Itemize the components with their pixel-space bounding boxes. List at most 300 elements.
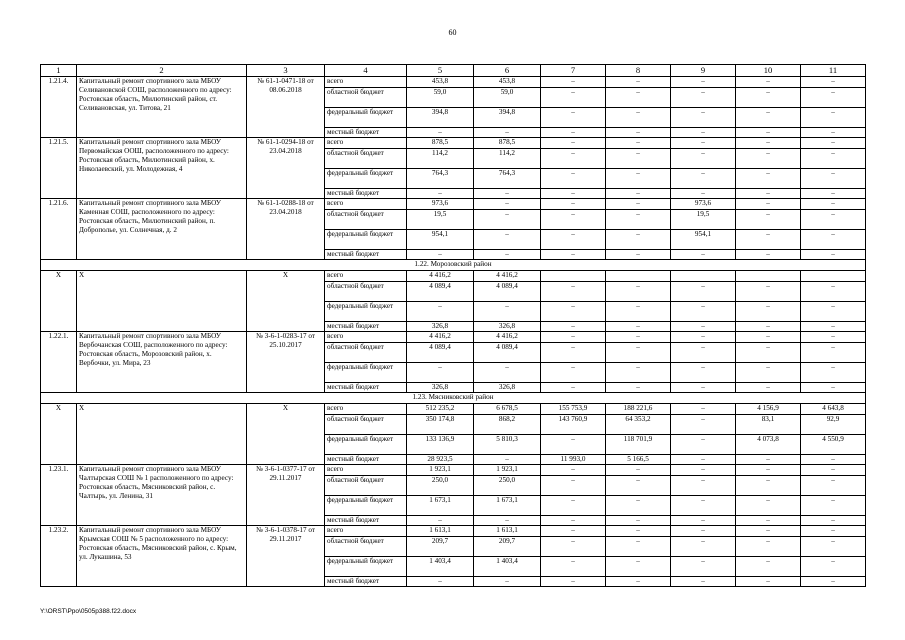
value-cell: – xyxy=(801,230,866,250)
value-cell: – xyxy=(671,77,736,88)
object-description: Капитальный ремонт спортивного зала МБОУ Крымская СОШ № 5 расположенного по адресу: Ростовская область, Мясниковский район, с. Крым, ул. Лукашина, 53 xyxy=(77,526,247,587)
object-description: Капитальный ремонт спортивного зала МБОУ Вербочанская СОШ, расположенного по адресу: Ростовская область, Морозовский район, х. Вербочки, ул. Мира, 23 xyxy=(77,332,247,393)
value-cell: – xyxy=(474,516,541,526)
value-cell: 1 673,1 xyxy=(407,496,474,516)
value-cell: – xyxy=(736,108,801,128)
value-cell: – xyxy=(736,230,801,250)
value-cell: – xyxy=(541,516,606,526)
value-cell: 4 089,4 xyxy=(407,343,474,363)
value-cell: – xyxy=(474,210,541,230)
col-header: 9 xyxy=(671,65,736,77)
value-cell: 326,8 xyxy=(474,322,541,332)
value-cell: – xyxy=(606,149,671,169)
value-cell: 188 221,6 xyxy=(606,404,671,415)
value-cell: – xyxy=(606,138,671,149)
value-cell: – xyxy=(671,128,736,138)
col-header: 8 xyxy=(606,65,671,77)
table-row xyxy=(41,138,866,149)
funding-source-label: областной бюджет xyxy=(325,537,407,557)
value-cell: – xyxy=(606,128,671,138)
value-cell: – xyxy=(606,557,671,577)
value-cell: – xyxy=(801,302,866,322)
funding-source-label: федеральный бюджет xyxy=(325,435,407,455)
col-header: 4 xyxy=(325,65,407,77)
value-cell: – xyxy=(407,363,474,383)
table-row xyxy=(41,77,866,88)
value-cell: – xyxy=(801,363,866,383)
value-cell: 19,5 xyxy=(407,210,474,230)
value-cell: 1 613,1 xyxy=(474,526,541,537)
value-cell: 326,8 xyxy=(407,322,474,332)
value-cell: 1 403,4 xyxy=(474,557,541,577)
value-cell: – xyxy=(474,230,541,250)
value-cell: – xyxy=(407,250,474,260)
value-cell: – xyxy=(671,537,736,557)
value-cell: – xyxy=(541,108,606,128)
funding-source-label: областной бюджет xyxy=(325,210,407,230)
file-path-footer: Y:\ORST\Ppo\0505p388.f22.docx xyxy=(40,608,137,615)
value-cell: – xyxy=(541,322,606,332)
funding-source-label: местный бюджет xyxy=(325,250,407,260)
value-cell: – xyxy=(606,302,671,322)
table-row xyxy=(41,271,866,282)
value-cell: – xyxy=(541,465,606,476)
section-row xyxy=(41,260,866,271)
funding-source-label: всего xyxy=(325,138,407,149)
value-cell: – xyxy=(736,210,801,230)
funding-source-label: всего xyxy=(325,332,407,343)
value-cell: – xyxy=(606,363,671,383)
value-cell: 1 673,1 xyxy=(474,496,541,516)
value-cell: – xyxy=(801,199,866,210)
value-cell: – xyxy=(541,210,606,230)
funding-source-label: всего xyxy=(325,77,407,88)
funding-source-label: местный бюджет xyxy=(325,322,407,332)
value-cell: – xyxy=(801,557,866,577)
value-cell: – xyxy=(801,332,866,343)
value-cell: – xyxy=(541,557,606,577)
value-cell: – xyxy=(541,169,606,189)
value-cell: 114,2 xyxy=(474,149,541,169)
table-row xyxy=(41,526,866,537)
expertise-document: № 61-1-0471-18 от 08.06.2018 xyxy=(247,77,325,138)
value-cell: 1 613,1 xyxy=(407,526,474,537)
value-cell: – xyxy=(736,465,801,476)
section-title: 1.22. Морозовский район xyxy=(41,260,866,271)
value-cell: – xyxy=(541,526,606,537)
funding-source-label: всего xyxy=(325,526,407,537)
value-cell: – xyxy=(606,282,671,302)
value-cell: 250,0 xyxy=(407,476,474,496)
funding-source-label: местный бюджет xyxy=(325,577,407,587)
value-cell: – xyxy=(606,577,671,587)
value-cell: – xyxy=(541,537,606,557)
object-description: Капитальный ремонт спортивного зала МБОУ Первомайская ООШ, расположенного по адресу: Ростовская область, Милютинский район, х. Николаевский, ул. Молодежная, 4 xyxy=(77,138,247,199)
funding-source-label: федеральный бюджет xyxy=(325,363,407,383)
value-cell: – xyxy=(541,77,606,88)
value-cell: – xyxy=(736,138,801,149)
object-description: X xyxy=(77,404,247,465)
value-cell: – xyxy=(801,138,866,149)
value-cell: – xyxy=(801,476,866,496)
value-cell: – xyxy=(671,455,736,465)
value-cell: – xyxy=(801,88,866,108)
value-cell: – xyxy=(801,465,866,476)
value-cell: – xyxy=(801,526,866,537)
expertise-document: № 3-6-1-0377-17 от 29.11.2017 xyxy=(247,465,325,526)
value-cell: – xyxy=(541,343,606,363)
funding-source-label: федеральный бюджет xyxy=(325,169,407,189)
value-cell: – xyxy=(541,383,606,393)
value-cell: 114,2 xyxy=(407,149,474,169)
value-cell: – xyxy=(671,526,736,537)
value-cell: – xyxy=(801,537,866,557)
value-cell: – xyxy=(801,108,866,128)
value-cell: 250,0 xyxy=(474,476,541,496)
funding-source-label: всего xyxy=(325,404,407,415)
object-description: X xyxy=(77,271,247,332)
value-cell: – xyxy=(541,138,606,149)
value-cell: 4 416,2 xyxy=(474,271,541,282)
value-cell: 453,8 xyxy=(407,77,474,88)
value-cell: – xyxy=(736,302,801,322)
value-cell: 209,7 xyxy=(407,537,474,557)
value-cell: 764,3 xyxy=(474,169,541,189)
value-cell: – xyxy=(736,128,801,138)
value-cell: – xyxy=(606,169,671,189)
value-cell: – xyxy=(801,189,866,199)
value-cell: – xyxy=(541,230,606,250)
value-cell: – xyxy=(736,455,801,465)
value-cell: – xyxy=(541,128,606,138)
value-cell: – xyxy=(474,363,541,383)
value-cell: – xyxy=(801,149,866,169)
value-cell: – xyxy=(801,516,866,526)
value-cell: – xyxy=(541,476,606,496)
funding-source-label: областной бюджет xyxy=(325,88,407,108)
row-number: 1.21.4. xyxy=(41,77,77,138)
value-cell: – xyxy=(801,496,866,516)
value-cell: – xyxy=(736,322,801,332)
value-cell: – xyxy=(671,189,736,199)
table-row xyxy=(41,404,866,415)
funding-source-label: местный бюджет xyxy=(325,189,407,199)
value-cell: – xyxy=(736,363,801,383)
value-cell: 954,1 xyxy=(671,230,736,250)
value-cell: 6 678,5 xyxy=(474,404,541,415)
value-cell: – xyxy=(606,77,671,88)
value-cell: – xyxy=(606,210,671,230)
value-cell: 4 550,9 xyxy=(801,435,866,455)
value-cell: – xyxy=(474,302,541,322)
funding-source-label: областной бюджет xyxy=(325,476,407,496)
value-cell: – xyxy=(671,149,736,169)
value-cell: – xyxy=(736,199,801,210)
value-cell: – xyxy=(407,516,474,526)
value-cell: 4 073,8 xyxy=(736,435,801,455)
funding-source-label: федеральный бюджет xyxy=(325,557,407,577)
value-cell: – xyxy=(736,282,801,302)
value-cell: – xyxy=(736,149,801,169)
funding-source-label: местный бюджет xyxy=(325,383,407,393)
value-cell: – xyxy=(671,138,736,149)
value-cell: – xyxy=(736,476,801,496)
value-cell: – xyxy=(541,189,606,199)
value-cell: – xyxy=(736,383,801,393)
value-cell: – xyxy=(801,383,866,393)
value-cell: – xyxy=(736,496,801,516)
value-cell: 954,1 xyxy=(407,230,474,250)
value-cell: 764,3 xyxy=(407,169,474,189)
value-cell: 28 923,5 xyxy=(407,455,474,465)
col-header: 2 xyxy=(77,65,247,77)
page-number: 60 xyxy=(448,28,457,37)
value-cell: – xyxy=(801,455,866,465)
value-cell: – xyxy=(541,88,606,108)
table-row xyxy=(41,332,866,343)
value-cell: – xyxy=(541,282,606,302)
value-cell: – xyxy=(606,108,671,128)
value-cell: – xyxy=(736,189,801,199)
header-row xyxy=(41,65,866,77)
value-cell: – xyxy=(606,526,671,537)
row-number: 1.23.2. xyxy=(41,526,77,587)
col-header: 6 xyxy=(474,65,541,77)
value-cell: – xyxy=(671,322,736,332)
value-cell: – xyxy=(606,537,671,557)
value-cell: – xyxy=(671,404,736,415)
value-cell: – xyxy=(736,169,801,189)
value-cell: – xyxy=(407,128,474,138)
value-cell: – xyxy=(736,343,801,363)
funding-source-label: областной бюджет xyxy=(325,149,407,169)
funding-source-label: всего xyxy=(325,271,407,282)
value-cell: – xyxy=(671,383,736,393)
funding-source-label: федеральный бюджет xyxy=(325,496,407,516)
row-number: 1.22.1. xyxy=(41,332,77,393)
table-row xyxy=(41,465,866,476)
value-cell: – xyxy=(736,332,801,343)
value-cell xyxy=(606,271,671,282)
col-header: 5 xyxy=(407,65,474,77)
value-cell: – xyxy=(606,230,671,250)
row-number: X xyxy=(41,271,77,332)
funding-source-label: федеральный бюджет xyxy=(325,108,407,128)
expertise-document: № 3-6-1-0283-17 от 25.10.2017 xyxy=(247,332,325,393)
value-cell xyxy=(801,271,866,282)
section-title: 1.23. Мясниковский район xyxy=(41,393,866,404)
value-cell: – xyxy=(736,577,801,587)
object-description: Капитальный ремонт спортивного зала МБОУ Селивановской СОШ, расположенного по адресу: Ростовская область, Милютинский район, ст. Селивановская, ул. Титова, 21 xyxy=(77,77,247,138)
value-cell: – xyxy=(671,435,736,455)
value-cell: – xyxy=(606,476,671,496)
value-cell: – xyxy=(736,537,801,557)
row-number: 1.21.5. xyxy=(41,138,77,199)
value-cell: 326,8 xyxy=(474,383,541,393)
value-cell: – xyxy=(801,169,866,189)
value-cell: – xyxy=(606,383,671,393)
value-cell: 59,0 xyxy=(407,88,474,108)
col-header: 11 xyxy=(801,65,866,77)
value-cell: – xyxy=(801,322,866,332)
value-cell xyxy=(541,271,606,282)
value-cell: 92,9 xyxy=(801,415,866,435)
value-cell: – xyxy=(671,577,736,587)
value-cell: – xyxy=(606,250,671,260)
value-cell: – xyxy=(606,465,671,476)
value-cell: – xyxy=(671,363,736,383)
object-description: Капитальный ремонт спортивного зала МБОУ Каменная СОШ, расположенного по адресу: Ростовская область, Милютинский район, п. Доброполье, ул. Солнечная, д. 2 xyxy=(77,199,247,260)
value-cell: 59,0 xyxy=(474,88,541,108)
value-cell: – xyxy=(606,199,671,210)
value-cell: 64 353,2 xyxy=(606,415,671,435)
expertise-document: № 3-6-1-0378-17 от 29.11.2017 xyxy=(247,526,325,587)
value-cell: – xyxy=(671,169,736,189)
value-cell: 4 156,9 xyxy=(736,404,801,415)
value-cell: – xyxy=(474,199,541,210)
value-cell: – xyxy=(801,210,866,230)
value-cell: 1 403,4 xyxy=(407,557,474,577)
expertise-document: X xyxy=(247,271,325,332)
funding-source-label: местный бюджет xyxy=(325,455,407,465)
row-number: X xyxy=(41,404,77,465)
value-cell: – xyxy=(407,577,474,587)
col-header: 3 xyxy=(247,65,325,77)
value-cell: 394,8 xyxy=(474,108,541,128)
value-cell: – xyxy=(671,302,736,322)
value-cell: 973,6 xyxy=(671,199,736,210)
value-cell: – xyxy=(736,250,801,260)
value-cell: 11 993,0 xyxy=(541,455,606,465)
value-cell: – xyxy=(541,302,606,322)
value-cell: – xyxy=(671,282,736,302)
value-cell: 350 174,8 xyxy=(407,415,474,435)
value-cell: 209,7 xyxy=(474,537,541,557)
value-cell: 878,5 xyxy=(407,138,474,149)
funding-source-label: областной бюджет xyxy=(325,343,407,363)
value-cell: – xyxy=(671,250,736,260)
value-cell: – xyxy=(541,363,606,383)
value-cell: – xyxy=(606,322,671,332)
value-cell: 512 235,2 xyxy=(407,404,474,415)
value-cell: – xyxy=(671,88,736,108)
value-cell: – xyxy=(541,435,606,455)
value-cell: 4 416,2 xyxy=(407,271,474,282)
value-cell: – xyxy=(801,77,866,88)
value-cell: – xyxy=(671,415,736,435)
value-cell: – xyxy=(801,343,866,363)
value-cell: – xyxy=(606,332,671,343)
value-cell: 1 923,1 xyxy=(474,465,541,476)
expertise-document: № 61-1-0294-18 от 23.04.2018 xyxy=(247,138,325,199)
value-cell: – xyxy=(474,577,541,587)
value-cell: 118 701,9 xyxy=(606,435,671,455)
value-cell: 4 089,4 xyxy=(474,282,541,302)
funding-source-label: областной бюджет xyxy=(325,282,407,302)
value-cell: – xyxy=(606,516,671,526)
value-cell: – xyxy=(671,496,736,516)
value-cell xyxy=(671,271,736,282)
value-cell: 973,6 xyxy=(407,199,474,210)
value-cell: – xyxy=(541,332,606,343)
funding-source-label: местный бюджет xyxy=(325,516,407,526)
value-cell: – xyxy=(671,343,736,363)
value-cell: – xyxy=(736,77,801,88)
value-cell: – xyxy=(606,88,671,108)
value-cell: – xyxy=(671,476,736,496)
value-cell: – xyxy=(606,189,671,199)
col-header: 7 xyxy=(541,65,606,77)
value-cell: – xyxy=(671,108,736,128)
value-cell: – xyxy=(407,302,474,322)
value-cell: – xyxy=(474,455,541,465)
value-cell: – xyxy=(736,526,801,537)
value-cell: – xyxy=(671,557,736,577)
value-cell: 326,8 xyxy=(407,383,474,393)
value-cell: – xyxy=(671,332,736,343)
value-cell: 19,5 xyxy=(671,210,736,230)
value-cell: 143 760,9 xyxy=(541,415,606,435)
value-cell: – xyxy=(801,577,866,587)
value-cell: 1 923,1 xyxy=(407,465,474,476)
funding-source-label: всего xyxy=(325,199,407,210)
value-cell: 5 166,5 xyxy=(606,455,671,465)
expertise-document: № 61-1-0288-18 от 23.04.2018 xyxy=(247,199,325,260)
value-cell: – xyxy=(541,149,606,169)
value-cell: – xyxy=(407,189,474,199)
col-header: 10 xyxy=(736,65,801,77)
value-cell: – xyxy=(671,465,736,476)
funding-source-label: областной бюджет xyxy=(325,415,407,435)
funding-source-label: всего xyxy=(325,465,407,476)
value-cell: 4 416,2 xyxy=(407,332,474,343)
value-cell: – xyxy=(541,577,606,587)
funding-source-label: федеральный бюджет xyxy=(325,230,407,250)
value-cell: – xyxy=(801,282,866,302)
value-cell: 83,1 xyxy=(736,415,801,435)
value-cell: – xyxy=(606,496,671,516)
value-cell: – xyxy=(736,516,801,526)
value-cell: – xyxy=(736,557,801,577)
value-cell: – xyxy=(541,199,606,210)
row-number: 1.23.1. xyxy=(41,465,77,526)
value-cell: – xyxy=(541,250,606,260)
value-cell: – xyxy=(474,128,541,138)
value-cell: 394,8 xyxy=(407,108,474,128)
row-number: 1.21.6. xyxy=(41,199,77,260)
funding-source-label: федеральный бюджет xyxy=(325,302,407,322)
value-cell xyxy=(736,271,801,282)
table-row xyxy=(41,199,866,210)
value-cell: – xyxy=(606,343,671,363)
value-cell: – xyxy=(474,250,541,260)
value-cell: – xyxy=(736,88,801,108)
value-cell: 4 416,2 xyxy=(474,332,541,343)
value-cell: 868,2 xyxy=(474,415,541,435)
value-cell: 133 136,9 xyxy=(407,435,474,455)
funding-source-label: местный бюджет xyxy=(325,128,407,138)
value-cell: 4 089,4 xyxy=(407,282,474,302)
budget-table xyxy=(40,64,866,587)
value-cell: – xyxy=(474,189,541,199)
object-description: Капитальный ремонт спортивного зала МБОУ Чалтырская СОШ № 1 расположенного по адресу: Ростовская область, Мясниковский район, с. Чалтырь, ул. Ленина, 31 xyxy=(77,465,247,526)
value-cell: 4 643,8 xyxy=(801,404,866,415)
value-cell: 5 810,3 xyxy=(474,435,541,455)
value-cell: – xyxy=(801,128,866,138)
value-cell: – xyxy=(671,516,736,526)
value-cell: 4 089,4 xyxy=(474,343,541,363)
section-row xyxy=(41,393,866,404)
